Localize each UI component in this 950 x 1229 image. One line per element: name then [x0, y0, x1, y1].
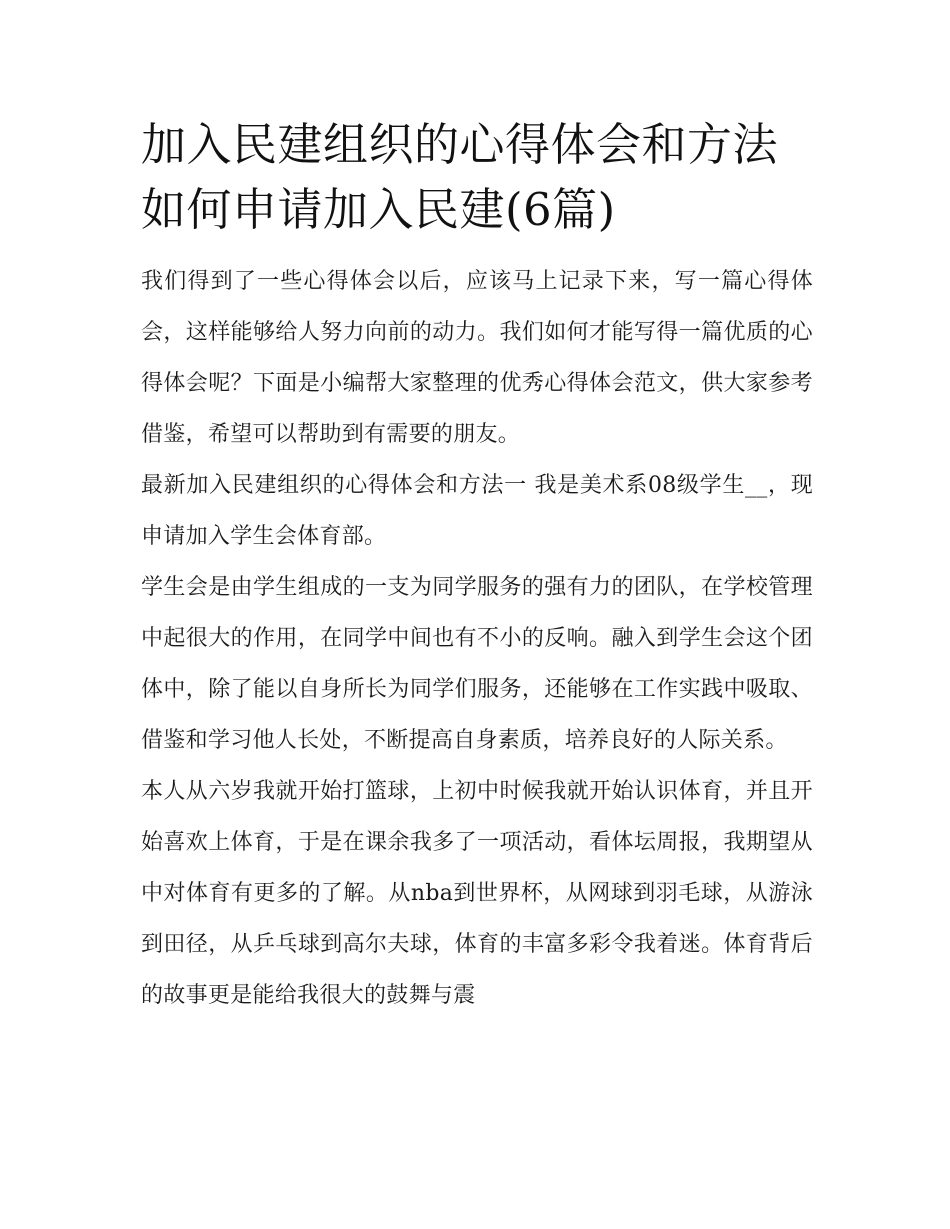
- paragraph-student-union: 学生会是由学生组成的一支为同学服务的强有力的团队，在学校管理中起很大的作用，在同学中间也有不小的反响。融入到学生会这个团体中，除了能以自身所长为同学们服务，还能够在工作实践中吸取、借鉴和学习他人长处，不断提高自身素质，培养良好的人际关系。: [141, 575, 813, 753]
- paragraph-intro: 我们得到了一些心得体会以后，应该马上记录下来，写一篇心得体会，这样能够给人努力向前的动力。我们如何才能写得一篇优质的心得体会呢？下面是小编帮大家整理的优秀心得体会范文，供大家参考借鉴，希望可以帮助到有需要的朋友。: [141, 269, 813, 447]
- paragraph-sports-experience: 本人从六岁我就开始打篮球，上初中时候我就开始认识体育，并且开始喜欢上体育，于是在课余我多了一项活动，看体坛周报，我期望从中对体育有更多的了解。从nba到世界杯，从网球到羽毛球，从游泳到田径，从乒乓球到高尔夫球，体育的丰富多彩令我着迷。体育背后的故事更是能给我很大的鼓舞与震: [141, 779, 813, 1008]
- document-title: 加入民建组织的心得体会和方法 如何申请加入民建(6篇): [141, 118, 779, 236]
- paragraph-application: 最新加入民建组织的心得体会和方法一 我是美术系08级学生__，现申请加入学生会体育部。: [141, 473, 813, 549]
- document-body: [141, 112, 813, 1021]
